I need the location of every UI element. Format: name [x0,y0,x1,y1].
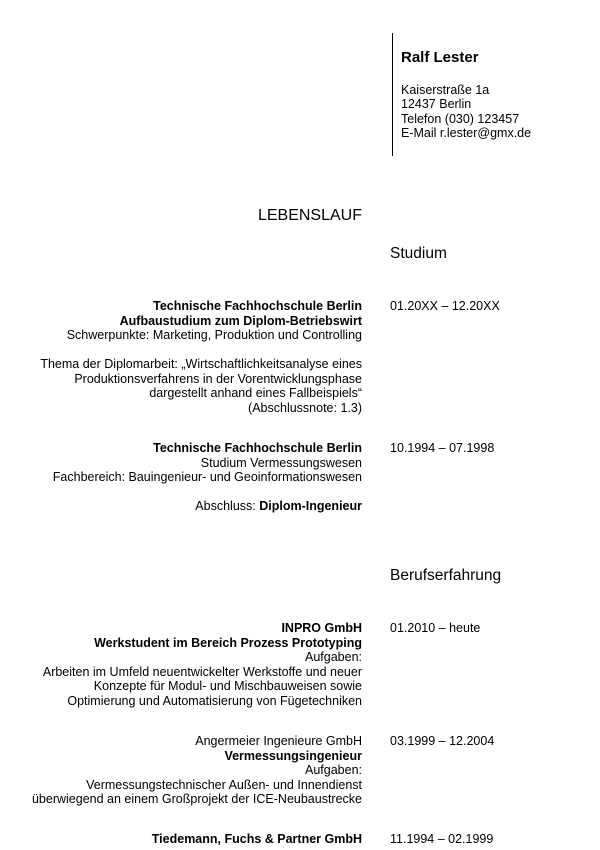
beruf-date-1: 01.2010 – heute [390,621,481,635]
contact-city: 12437 Berlin [401,97,472,112]
section-title-beruf: Berufserfahrung [390,567,502,584]
thesis-grade: (Abschlussnote: 1.3) [248,400,362,415]
program: Studium Vermessungswesen [200,455,362,470]
department: Fachbereich: Bauingenieur- und Geoinformationswesen [52,470,362,484]
degree-line [53,499,362,514]
role: Werkstudent im Bereich Prozess Prototyping [94,635,362,650]
company: INPRO GmbH [281,621,362,635]
studium-entry-2 [53,441,362,514]
beruf-entry-2 [32,734,362,807]
section-title-studium: Studium [390,245,447,262]
applicant-name: Ralf Lester [401,49,479,66]
header-divider [392,33,393,156]
task-line: Vermessungstechnischer Außen- und Innendienst [86,777,362,792]
contact-block [401,83,531,140]
focus: Schwerpunkte: Marketing, Produktion und Controlling [66,328,362,342]
studium-date-2: 10.1994 – 07.1998 [390,441,495,455]
beruf-date-2: 03.1999 – 12.2004 [390,734,495,748]
studium-date-1: 01.20XX – 12.20XX [390,299,500,313]
tasks-label: Aufgaben: [305,650,362,664]
thesis-line: Produktionsverfahrens in der Vorentwicklungsphase [74,371,362,386]
page-title: LEBENSLAUF [257,207,362,224]
company: Angermeier Ingenieure GmbH [195,734,362,748]
task-line: überwiegend an einem Großprojekt der ICE-Neubaustrecke [31,792,362,806]
degree: Diplom-Ingenieur [259,499,362,513]
contact-email: E-Mail r.lester@gmx.de [401,125,532,140]
program: Aufbaustudium zum Diplom-Betriebswirt [119,313,362,328]
thesis-line: dargestellt anhand eines Fallbeispiels“ [149,386,362,400]
task-line: Optimierung und Automatisierung von Fügetechniken [67,693,362,708]
thesis-line: Thema der Diplomarbeit: „Wirtschaftlichkeitsanalyse eines [40,357,362,371]
beruf-entry-1 [43,621,362,708]
task-line: Arbeiten im Umfeld neuentwickelter Werkstoffe und neuer [42,664,362,679]
task-line: Konzepte für Modul- und Mischbauweisen sowie [93,679,362,693]
institution: Technische Fachhochschule Berlin [153,299,362,313]
degree-label: Abschluss: [195,499,260,513]
beruf-date-3: 11.1994 – 02.1999 [390,832,494,846]
institution: Technische Fachhochschule Berlin [153,441,362,455]
role: Vermessungsingenieur [224,748,362,763]
tasks-label: Aufgaben: [305,763,362,777]
company: Tiedemann, Fuchs & Partner GmbH [151,832,362,846]
contact-phone: Telefon (030) 123457 [401,111,520,126]
studium-entry-1 [40,299,362,415]
beruf-entry-3 [152,832,362,847]
contact-street: Kaiserstraße 1a [401,83,490,97]
